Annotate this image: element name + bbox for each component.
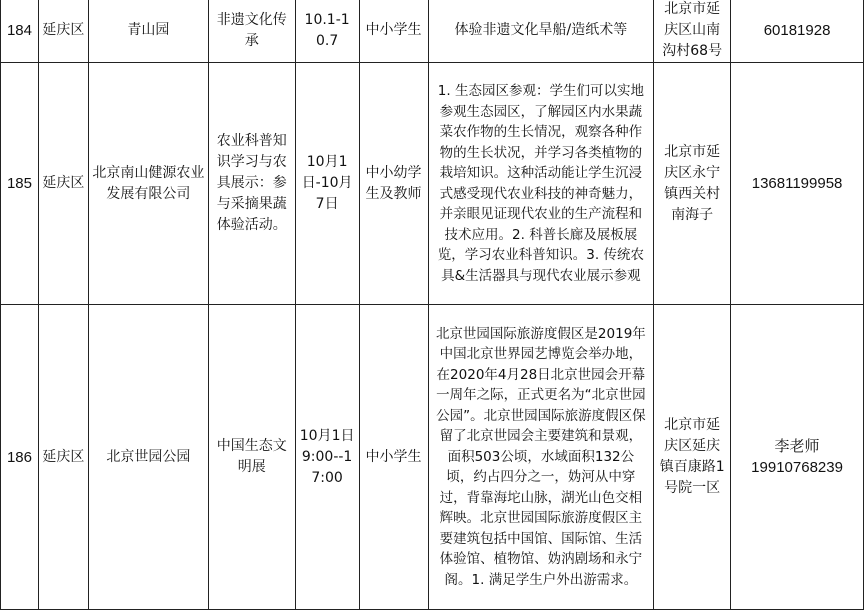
address-cell: 北京市延庆区延庆镇百康路1号院一区 — [654, 305, 731, 610]
theme-cell: 非遗文化传承 — [208, 0, 295, 63]
district-cell: 延庆区 — [38, 63, 88, 305]
contact-cell: 13681199958 — [731, 63, 864, 305]
theme-cell: 农业科普知识学习与农具展示：参与采摘果蔬体验活动。 — [208, 63, 295, 305]
audience-cell: 中小幼学生及教师 — [359, 63, 428, 305]
audience-cell: 中小学生 — [359, 0, 428, 63]
district-cell: 延庆区 — [38, 0, 88, 63]
contact-cell — [731, 305, 864, 610]
row-number: 185 — [1, 63, 39, 305]
contact-name: 李老师 — [774, 438, 820, 455]
contact-phone: 19910768239 — [751, 459, 843, 476]
dates-cell: 10.1-10.7 — [295, 0, 359, 63]
table-row — [1, 63, 864, 305]
content-cell: 体验非遗文化旱船/造纸术等 — [428, 0, 654, 63]
dates-cell: 10月1日9:00--17:00 — [295, 305, 359, 610]
venue-cell: 北京世园公园 — [88, 305, 208, 610]
row-number: 186 — [1, 305, 39, 610]
contact-cell: 60181928 — [731, 0, 864, 63]
content-cell: 北京世园国际旅游度假区是2019年中国北京世界园艺博览会举办地，在2020年4月28日北京世园会开幕一周年之际，正式更名为“北京世园公园”。北京世园国际旅游度假区保留了北京世园会主要建筑和景观，面积503公顷，水域面积132公顷，约占四分之一，妫河从中穿过，背靠海坨山脉，湖光山色交相辉映。北京世园国际旅游度假区主要建筑包括中国馆、国际馆、生活体验馆、植物馆、妫汭剧场和永宁阁。1. 满足学生户外出游需求。 — [428, 305, 654, 610]
district-cell: 延庆区 — [38, 305, 88, 610]
audience-cell: 中小学生 — [359, 305, 428, 610]
row-number: 184 — [1, 0, 39, 63]
address-cell: 北京市延庆区永宁镇西关村南海子 — [654, 63, 731, 305]
address-cell: 北京市延庆区山南沟村68号 — [654, 0, 731, 63]
dates-cell: 10月1日-10月7日 — [295, 63, 359, 305]
table-row — [1, 0, 864, 63]
theme-cell: 中国生态文明展 — [208, 305, 295, 610]
venue-cell: 青山园 — [88, 0, 208, 63]
table-row — [1, 305, 864, 610]
content-cell: 1. 生态园区参观：学生们可以实地参观生态园区，了解园区内水果蔬菜农作物的生长情况，观察各种作物的生长状况，并学习各类植物的栽培知识。这种活动能让学生沉浸式感受现代农业科技的神奇魅力，并亲眼见证现代农业的生产流程和技术应用。2. 科普长廊及展板展览，学习农业科普知识。3. 传统农具&生活器具与现代农业展示参观 — [428, 63, 654, 305]
venue-cell: 北京南山健源农业发展有限公司 — [88, 63, 208, 305]
